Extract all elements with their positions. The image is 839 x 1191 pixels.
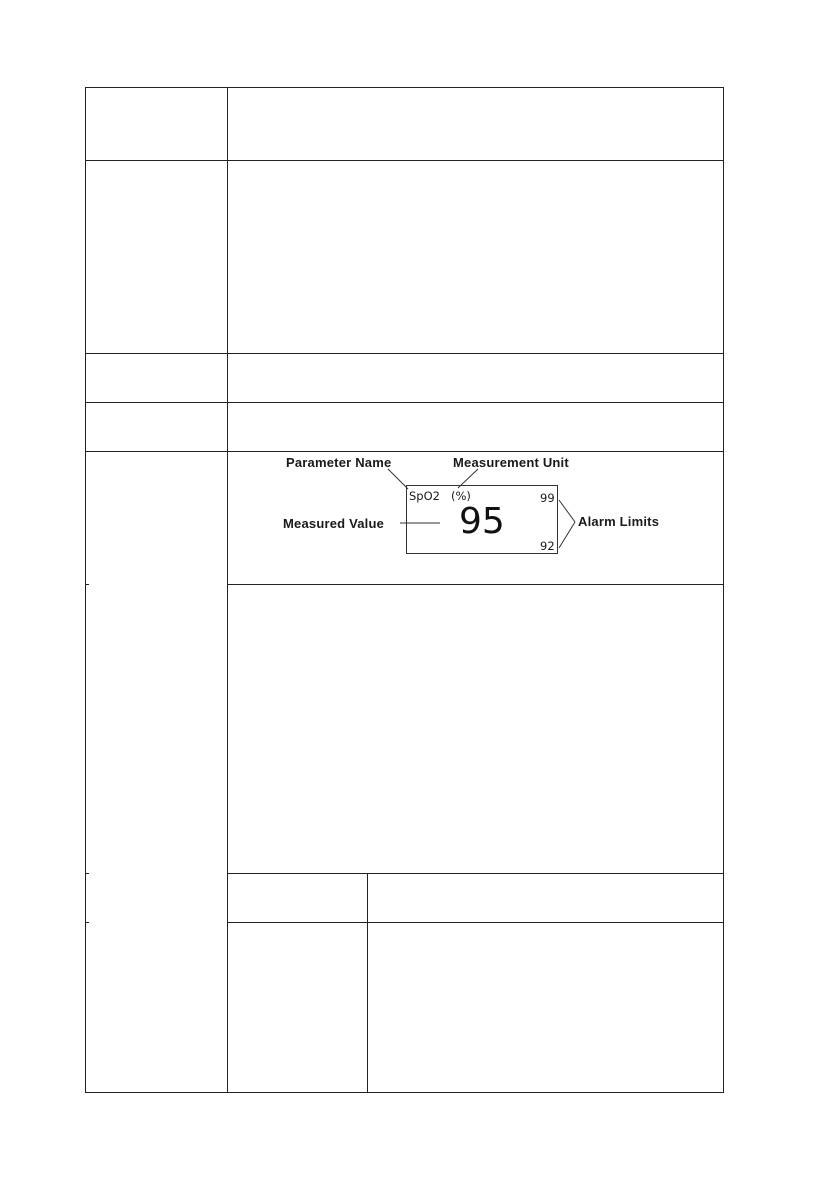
table-row-divider-1: [85, 160, 724, 161]
table-subrow-divider-2: [227, 873, 724, 874]
spo2-display-diagram: [268, 452, 688, 562]
left-column-stub-3: [85, 922, 89, 923]
alarm-low-limit: 92: [540, 539, 555, 553]
table-subcolumn-divider: [367, 873, 368, 1093]
alarm-high-limit: 99: [540, 491, 555, 505]
table-border-bottom: [85, 1092, 724, 1093]
table-border-right: [723, 87, 724, 1093]
alarm-limits-label: Alarm Limits: [578, 514, 660, 529]
table-subrow-divider-3: [227, 922, 724, 923]
measured-value-label: Measured Value: [283, 516, 385, 531]
measurement-unit: (%): [451, 489, 471, 503]
parameter-name: SpO2: [409, 489, 440, 503]
table-column-divider: [227, 87, 228, 1093]
measurement-unit-label: Measurement Unit: [453, 455, 569, 470]
table-border-top: [85, 87, 724, 88]
specification-table: [85, 87, 724, 1093]
left-column-stub-1: [85, 584, 89, 585]
parameter-name-label: Parameter Name: [286, 455, 392, 470]
table-subrow-divider-1: [227, 584, 724, 585]
table-border-left: [85, 87, 86, 1093]
left-column-stub-2: [85, 873, 89, 874]
measured-value: 95: [459, 501, 505, 542]
table-row-divider-2: [85, 353, 724, 354]
table-row-divider-3: [85, 402, 724, 403]
parameter-display-box: [406, 485, 558, 554]
